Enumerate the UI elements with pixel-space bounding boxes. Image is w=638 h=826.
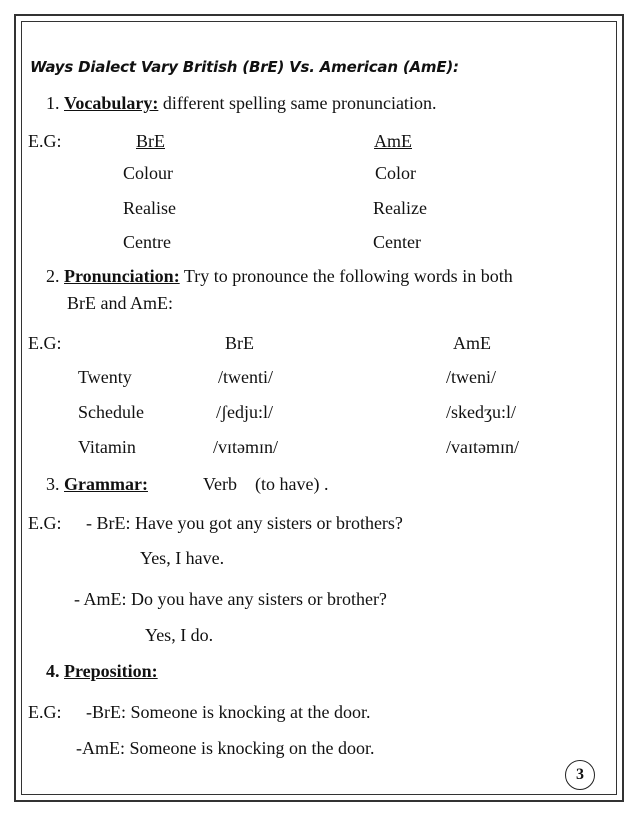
grammar-bre-answer: Yes, I have.: [140, 548, 225, 568]
preposition-ame: -AmE: Someone is knocking on the door.: [76, 738, 375, 758]
section-number: 1.: [46, 93, 60, 113]
vocab-col-bre: BrE: [136, 131, 165, 151]
page-number: 3: [565, 760, 595, 790]
section-heading: Grammar:: [64, 474, 148, 494]
page-title: Ways Dialect Vary British (BrE) Vs. American (AmE):: [30, 58, 459, 76]
vocab-ame-word: Realize: [373, 198, 427, 218]
pron-bre: /ʃedju:l/: [216, 402, 273, 422]
section-heading: Vocabulary:: [64, 93, 159, 113]
vocab-col-ame: AmE: [374, 131, 412, 151]
pron-word: Twenty: [78, 367, 132, 387]
pron-col-ame: AmE: [453, 333, 491, 353]
section-number: 3.: [46, 474, 60, 494]
eg-label: E.G:: [28, 513, 62, 533]
pron-word: Schedule: [78, 402, 144, 422]
vocab-bre-word: Colour: [123, 163, 174, 183]
vocab-bre-word: Realise: [123, 198, 176, 218]
section-text: different spelling same pronunciation.: [162, 93, 437, 113]
section-vocabulary: [46, 92, 436, 114]
pron-ame: /skedʒu:l/: [446, 402, 516, 422]
section-heading: Pronunciation:: [64, 266, 180, 286]
eg-label: E.G:: [28, 702, 62, 722]
grammar-ame-question: - AmE: Do you have any sisters or brother?: [74, 589, 387, 609]
pron-ame: /vaɪtəmɪn/: [446, 437, 519, 457]
section-heading: Preposition:: [64, 661, 158, 681]
preposition-bre: -BrE: Someone is knocking at the door.: [86, 702, 371, 722]
section-text: Try to pronounce the following words in both: [183, 266, 513, 286]
section-text-continued: BrE and AmE:: [67, 293, 173, 313]
section-grammar: [46, 473, 148, 495]
section-text: Verb (to have) .: [203, 474, 329, 494]
vocab-ame-word: Center: [373, 232, 421, 252]
pron-bre: /twenti/: [218, 367, 273, 387]
section-preposition: [46, 660, 158, 682]
pron-bre: /vɪtəmɪn/: [213, 437, 278, 457]
pron-ame: /tweni/: [446, 367, 496, 387]
grammar-bre-question: - BrE: Have you got any sisters or brothers?: [86, 513, 403, 533]
grammar-ame-answer: Yes, I do.: [145, 625, 214, 645]
vocab-bre-word: Centre: [123, 232, 171, 252]
pron-col-bre: BrE: [225, 333, 254, 353]
section-number: 2.: [46, 266, 60, 286]
section-pronunciation: [46, 265, 513, 287]
eg-label: E.G:: [28, 333, 62, 353]
eg-label: E.G:: [28, 131, 62, 151]
vocab-ame-word: Color: [375, 163, 417, 183]
section-number: 4.: [46, 661, 60, 681]
pron-word: Vitamin: [78, 437, 136, 457]
